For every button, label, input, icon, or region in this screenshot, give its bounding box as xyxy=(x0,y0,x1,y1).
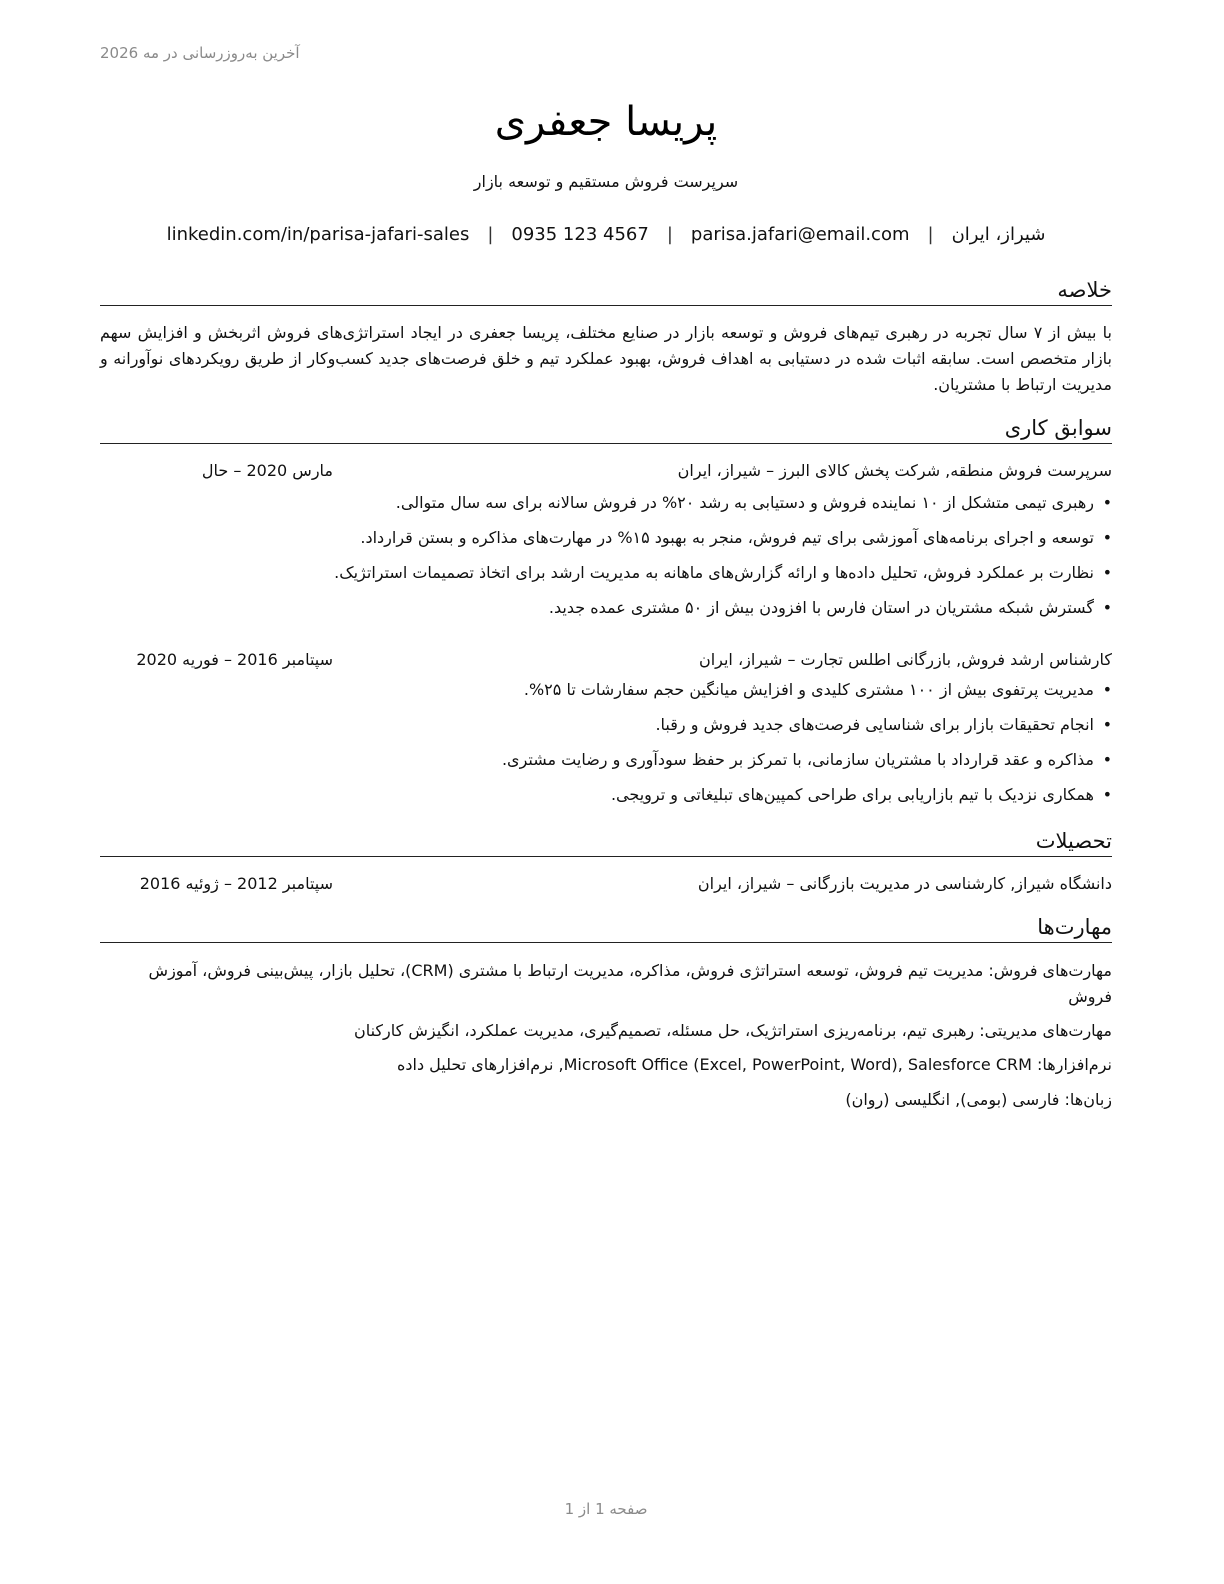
job-bullet-text: مدیریت پرتفوی بیش از ۱۰۰ مشتری کلیدی و افزایش میانگین حجم سفارشات تا ۲۵%. xyxy=(523,680,1094,699)
contact-separator: | xyxy=(927,224,934,245)
job-bullet-text: توسعه و اجرای برنامه‌های آموزشی برای تیم فروش، منجر به بهبود ۱۵% در مهارت‌های مذاکره و بستن قرارداد. xyxy=(360,528,1094,547)
contact-linkedin-link[interactable]: linkedin.com/in/parisa-jafari-sales xyxy=(166,224,470,245)
job-bullet xyxy=(100,525,1112,560)
bullet-icon: • xyxy=(1102,493,1112,512)
job-dates: مارس 2020 – حال xyxy=(201,461,333,480)
job-bullet xyxy=(100,712,1112,747)
education-section-title: تحصیلات xyxy=(100,826,1112,857)
education-dates: سپتامبر 2012 – ژوئیه 2016 xyxy=(139,874,333,893)
bullet-icon: • xyxy=(1102,715,1112,734)
job-role: سرپرست فروش منطقه, شرکت پخش کالای البرز – شیراز، ایران xyxy=(677,461,1112,480)
contact-separator: | xyxy=(666,224,673,245)
bullet-icon: • xyxy=(1102,680,1112,699)
candidate-name: پریسا جعفری xyxy=(494,99,718,145)
contact-line xyxy=(100,222,1112,248)
contact-email-link[interactable]: parisa.jafari@email.com xyxy=(690,224,910,245)
job-header xyxy=(100,458,1112,484)
job-bullet-text: همکاری نزدیک با تیم بازاریابی برای طراحی کمپین‌های تبلیغاتی و ترویجی. xyxy=(610,785,1094,804)
summary-section-title: خلاصه xyxy=(100,275,1112,306)
job-bullet xyxy=(100,747,1112,782)
bullet-icon: • xyxy=(1102,563,1112,582)
bullet-icon: • xyxy=(1102,785,1112,804)
job-bullet-text: نظارت بر عملکرد فروش، تحلیل داده‌ها و ارائه گزارش‌های ماهانه به مدیریت ارشد برای اتخاذ تصمیمات استراتژیک. xyxy=(334,563,1094,582)
skills-line: نرم‌افزارها: Microsoft Office (Excel, PowerPoint, Word), Salesforce CRM, نرم‌افزارهای تحلیل داده xyxy=(397,1055,1112,1074)
job-bullet xyxy=(100,677,1112,712)
education-degree: دانشگاه شیراز, کارشناسی در مدیریت بازرگانی – شیراز، ایران xyxy=(697,874,1112,893)
last-updated-note: آخرین به‌روزرسانی در مه 2026 xyxy=(100,44,300,62)
page-number: صفحه 1 از 1 xyxy=(564,1500,648,1518)
bullet-icon: • xyxy=(1102,750,1112,769)
education-row xyxy=(100,871,1112,897)
job-header xyxy=(100,647,1112,673)
skills-section-title: مهارت‌ها xyxy=(100,912,1112,943)
skills-line: زبان‌ها: فارسی (بومی), انگلیسی (روان) xyxy=(845,1090,1112,1109)
contact-location: شیراز، ایران xyxy=(951,224,1046,245)
skills-line: مهارت‌های مدیریتی: رهبری تیم، برنامه‌ریزی استراتژیک، حل مسئله، تصمیم‌گیری، مدیریت عملکرد، انگیزش کارکنان xyxy=(353,1021,1112,1040)
skills-line: مهارت‌های فروش: مدیریت تیم فروش، توسعه استراتژی فروش، مذاکره، مدیریت ارتباط با مشتری (CRM)، تحلیل بازار، پیش‌بینی فروش، آموزش فروش xyxy=(148,961,1112,1006)
candidate-headline: سرپرست فروش مستقیم و توسعه بازار xyxy=(473,172,739,191)
job-dates: سپتامبر 2016 – فوریه 2020 xyxy=(136,650,333,669)
job-role: کارشناس ارشد فروش, بازرگانی اطلس تجارت – شیراز، ایران xyxy=(698,650,1112,669)
experience-section-title: سوابق کاری xyxy=(100,413,1112,444)
job-bullet-list xyxy=(100,490,1112,630)
job-bullet xyxy=(100,595,1112,630)
job-bullet xyxy=(100,490,1112,525)
contact-separator: | xyxy=(487,224,494,245)
job-bullet-text: انجام تحقیقات بازار برای شناسایی فرصت‌های جدید فروش و رقبا. xyxy=(655,715,1094,734)
job-bullet-list xyxy=(100,677,1112,817)
job-bullet-text: مذاکره و عقد قرارداد با مشتریان سازمانی، با تمرکز بر حفظ سودآوری و رضایت مشتری. xyxy=(501,750,1094,769)
job-bullet-text: رهبری تیمی متشکل از ۱۰ نماینده فروش و دستیابی به رشد ۲۰% در فروش سالانه برای سه سال متوالی. xyxy=(395,493,1094,512)
summary-text: با بیش از ۷ سال تجربه در رهبری تیم‌های فروش و توسعه بازار در صنایع مختلف، پریسا جعفری در ایجاد استراتژی‌های فروش اثربخش و افزایش سهم بازار متخصص است. سابقه اثبات شده در دستیابی به اهداف فروش، بهبود عملکرد تیم و خلق فرصت‌های جدید کسب‌وکار از طریق رویکردهای نوآورانه و مدیریت ارتباط با مشتریان. xyxy=(100,323,1113,394)
bullet-icon: • xyxy=(1102,598,1112,617)
resume-page xyxy=(100,0,1112,1584)
job-bullet xyxy=(100,782,1112,817)
job-bullet xyxy=(100,560,1112,595)
bullet-icon: • xyxy=(1102,528,1112,547)
job-bullet-text: گسترش شبکه مشتریان در استان فارس با افزودن بیش از ۵۰ مشتری عمده جدید. xyxy=(548,598,1094,617)
contact-phone: 0935 123 4567 xyxy=(511,224,649,245)
